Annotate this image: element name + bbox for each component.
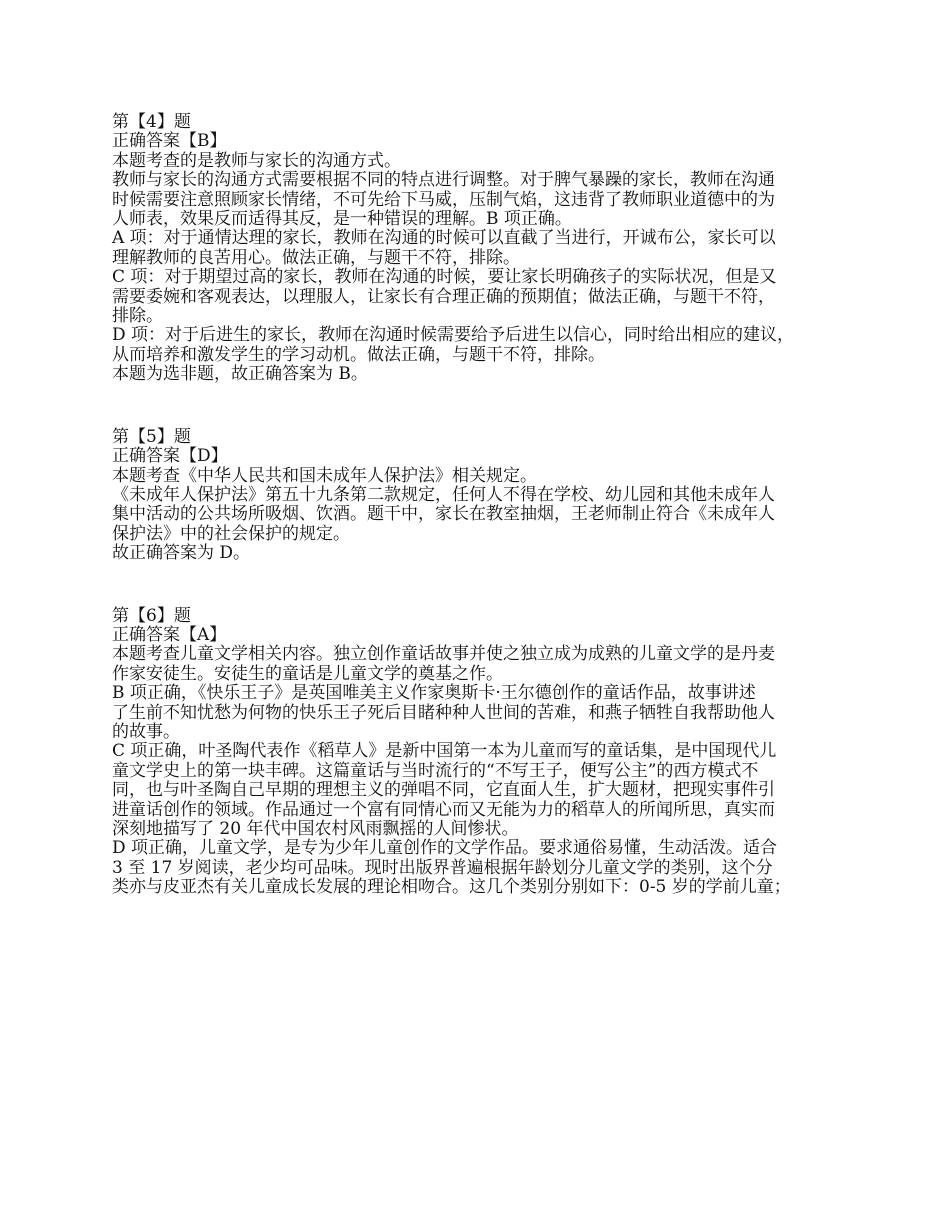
explanation-line: 类亦与皮亚杰有关儿童成长发展的理论相吻合。这几个类别分别如下：0-5 岁的学前儿童； bbox=[112, 877, 791, 898]
explanation-line: 人师表，效果反而适得其反，是一种错误的理解。B 项正确。 bbox=[112, 209, 572, 230]
explanation-line: 集中活动的公共场所吸烟、饮酒。题干中，家长在教室抽烟，王老师制止符合《未成年人 bbox=[112, 504, 775, 525]
explanation-line: D 项：对于后进生的家长，教师在沟通时候需要给予后进生以信心，同时给出相应的建议， bbox=[112, 325, 795, 346]
explanation-line: 本题考查《中华人民共和国未成年人保护法》相关规定。 bbox=[112, 465, 537, 486]
explanation-line: 的故事。 bbox=[112, 721, 180, 742]
explanation-line: 了生前不知忧愁为何物的快乐王子死后目睹种种人世间的苦难，和燕子牺牲自我帮助他人 bbox=[112, 702, 775, 723]
explanation-line: 深刻地描写了 20 年代中国农村风雨飘摇的人间惨状。 bbox=[112, 819, 519, 839]
explanation-line: C 项：对于期望过高的家长，教师在沟通的时候，要让家长明确孩子的实际状况，但是又 bbox=[112, 267, 777, 288]
explanation-line: 同，也与叶圣陶自己早期的理想主义的弹唱不同，它直面人生，扩大题材，把现实事件引 bbox=[112, 780, 775, 801]
explanation-line: 排除。 bbox=[112, 306, 163, 327]
question-6-block bbox=[112, 607, 842, 898]
explanation-line: 进童话创作的领域。作品通过一个富有同情心而又无能为力的稻草人的所闻所思，真实而 bbox=[112, 799, 775, 820]
question-4-block bbox=[112, 113, 842, 385]
answer-document bbox=[112, 113, 842, 898]
correct-answer: 正确答案【D】 bbox=[112, 446, 228, 467]
explanation-line: C 项正确，叶圣陶代表作《稻草人》是新中国第一本为儿童而写的童话集，是中国现代儿 bbox=[112, 741, 777, 762]
explanation-line: 本题考查儿童文学相关内容。独立创作童话故事并使之独立成为成熟的儿童文学的是丹麦 bbox=[112, 644, 775, 665]
explanation-line: 作家安徒生。安徒生的童话是儿童文学的奠基之作。 bbox=[112, 663, 503, 684]
explanation-line: 本题为选非题，故正确答案为 B。 bbox=[112, 364, 368, 385]
explanation-line: 从而培养和激发学生的学习动机。做法正确，与题干不符，排除。 bbox=[112, 344, 605, 365]
question-5-block bbox=[112, 428, 842, 564]
explanation-line: 故正确答案为 D。 bbox=[112, 543, 251, 564]
question-heading: 第【6】题 bbox=[112, 605, 191, 626]
correct-answer: 正确答案【B】 bbox=[112, 131, 227, 152]
explanation-line: 本题考查的是教师与家长的沟通方式。 bbox=[112, 150, 401, 171]
question-heading: 第【5】题 bbox=[112, 426, 191, 447]
explanation-line: D 项正确，儿童文学，是专为少年儿童创作的文学作品。要求通俗易懂，生动活泼。适合 bbox=[112, 838, 778, 859]
explanation-line: 童文学史上的第一块丰碑。这篇童话与当时流行的“不写王子，便写公主”的西方模式不 bbox=[112, 760, 759, 781]
explanation-line: 教师与家长的沟通方式需要根据不同的特点进行调整。对于脾气暴躁的家长，教师在沟通 bbox=[112, 170, 775, 191]
correct-answer: 正确答案【A】 bbox=[112, 624, 227, 645]
explanation-line: 需要委婉和客观表达，以理服人，让家长有合理正确的预期值；做法正确，与题干不符， bbox=[112, 286, 775, 307]
explanation-line: 理解教师的良苦用心。做法正确，与题干不符，排除。 bbox=[112, 247, 520, 268]
explanation-line: A 项：对于通情达理的家长，教师在沟通的时候可以直截了当进行，开诚布公，家长可以 bbox=[112, 228, 776, 249]
explanation-line: 时候需要注意照顾家长情绪，不可先给下马威，压制气焰，这违背了教师职业道德中的为 bbox=[112, 189, 775, 210]
explanation-line: 保护法》中的社会保护的规定。 bbox=[112, 523, 350, 544]
explanation-line: 《未成年人保护法》第五十九条第二款规定，任何人不得在学校、幼儿园和其他未成年人 bbox=[112, 484, 775, 505]
explanation-line: 3 至 17 岁阅读，老少均可品味。现时出版界普遍根据年龄划分儿童文学的类别，这个分 bbox=[112, 857, 773, 878]
explanation-line: B 项正确，《快乐王子》是英国唯美主义作家奥斯卡·王尔德创作的童话作品，故事讲述 bbox=[112, 683, 756, 704]
question-heading: 第【4】题 bbox=[112, 112, 191, 132]
